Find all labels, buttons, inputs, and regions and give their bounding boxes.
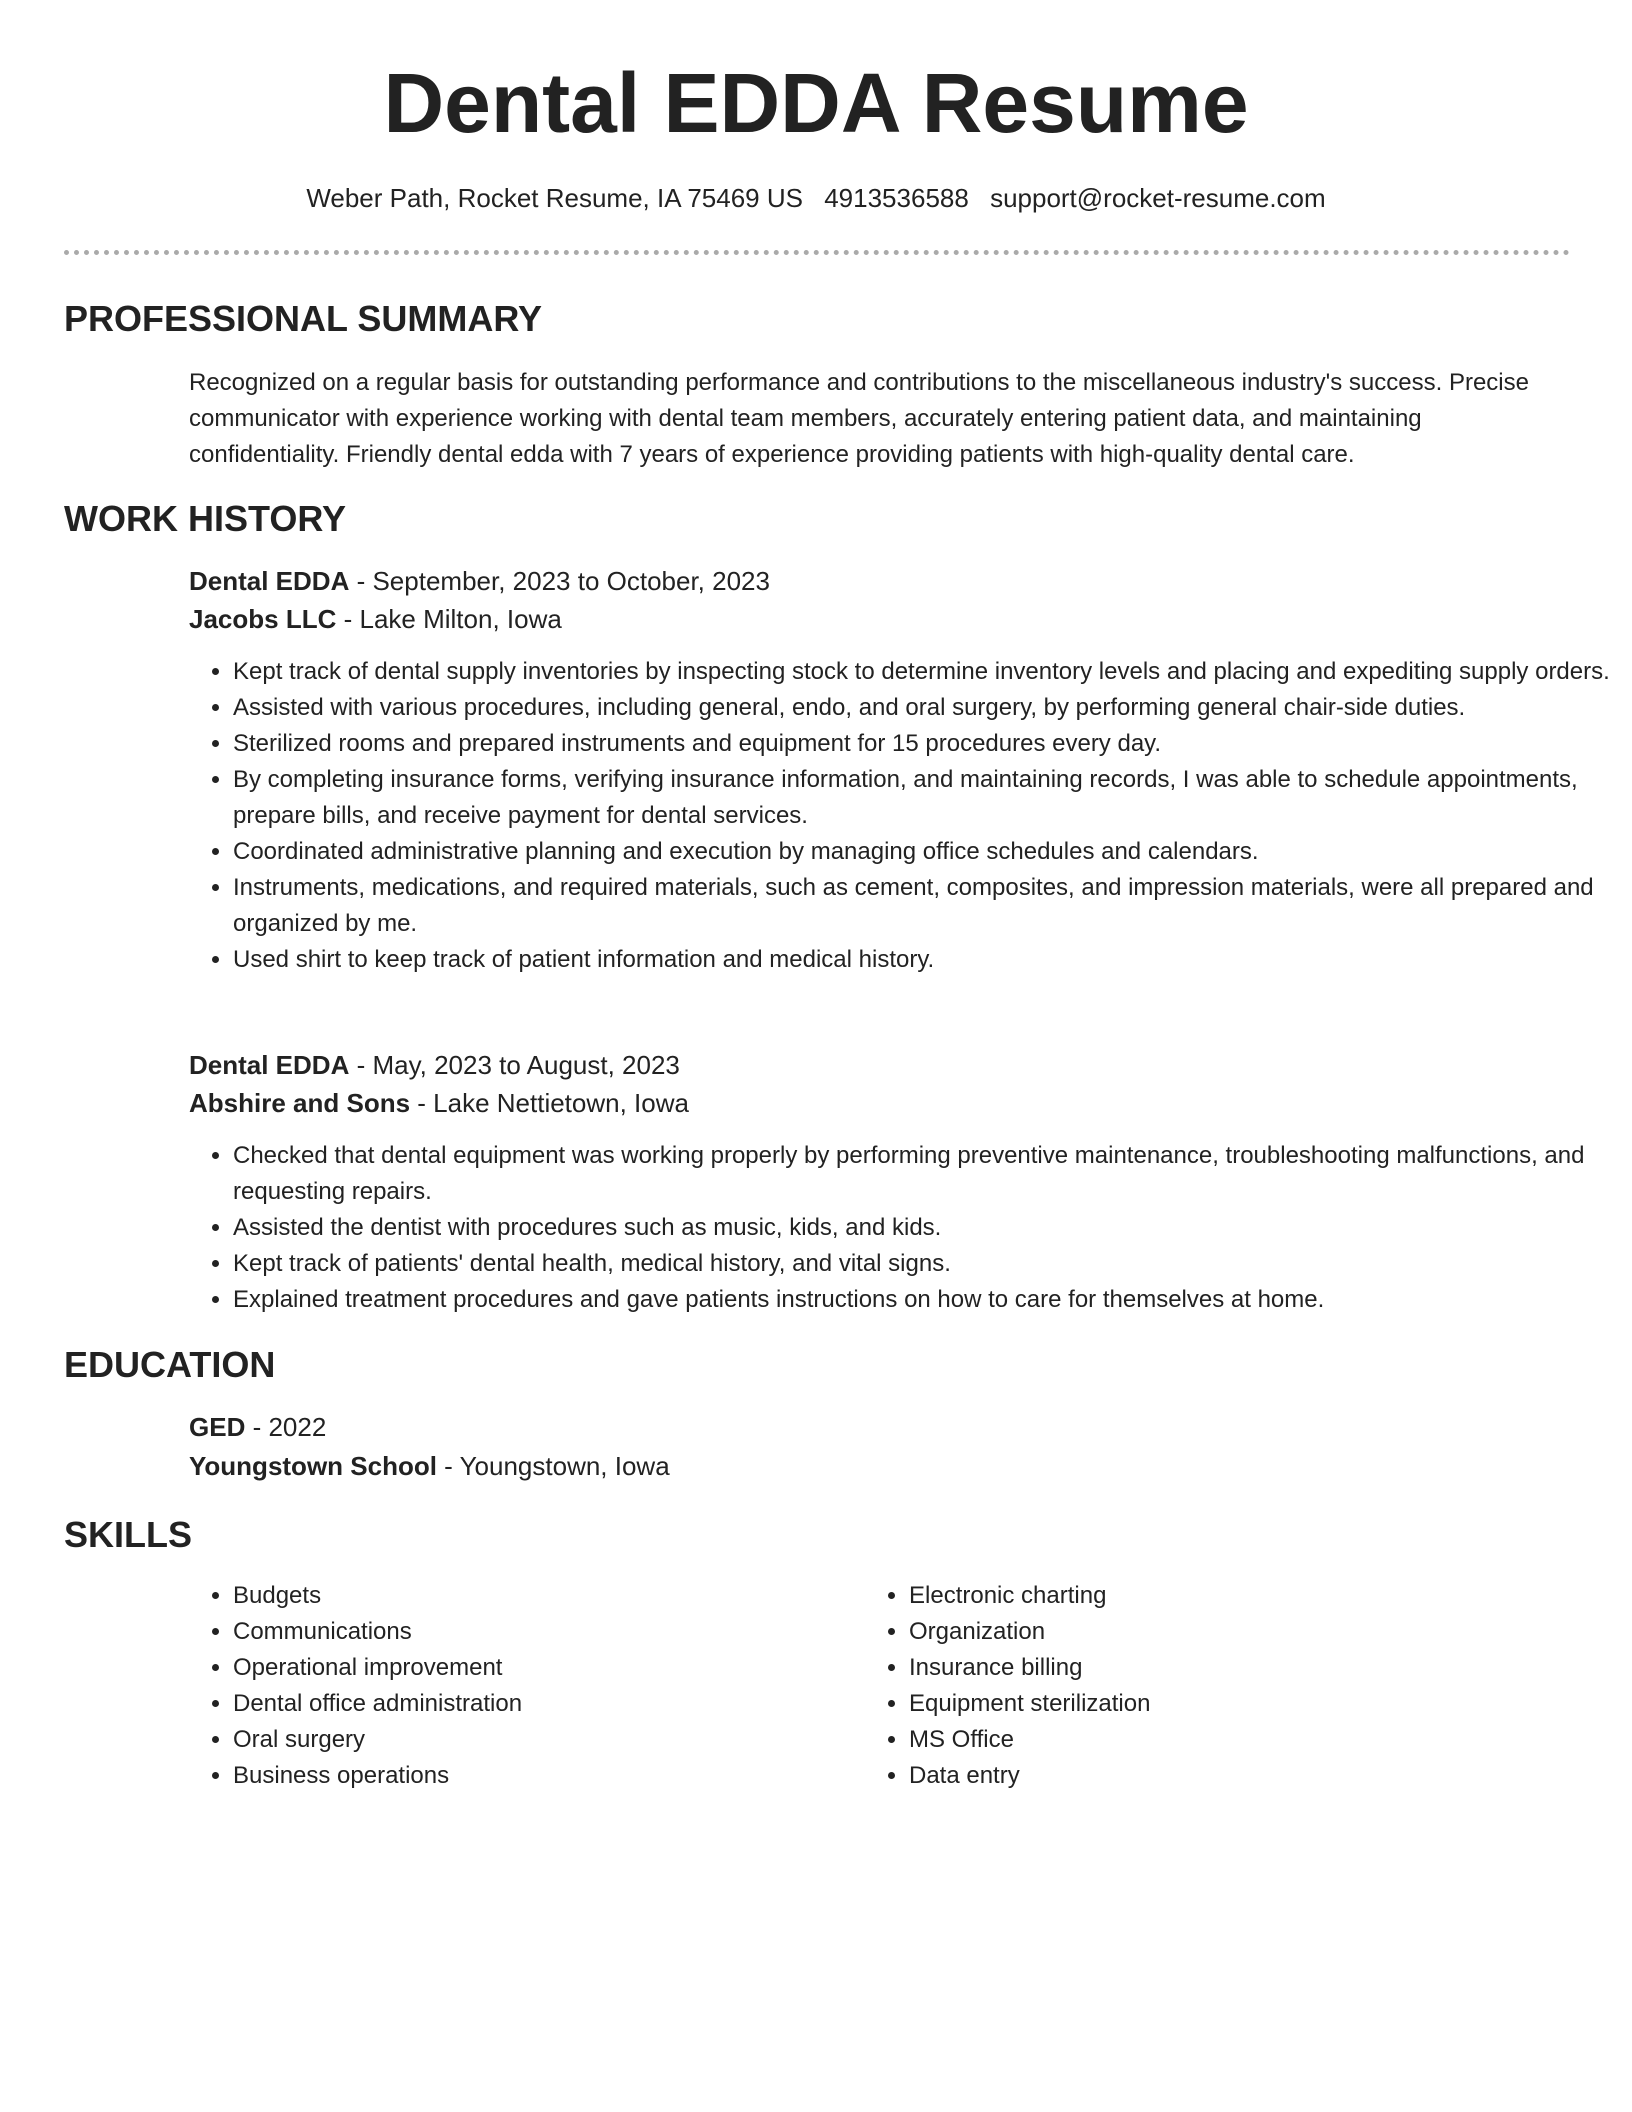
job-1-bullets bbox=[189, 654, 1613, 978]
contact-email: support@rocket-resume.com bbox=[990, 183, 1326, 213]
job-2-title-line bbox=[189, 1046, 680, 1084]
job-2-bullets bbox=[189, 1138, 1613, 1318]
work-history-heading: WORK HISTORY bbox=[64, 498, 347, 539]
contact-line bbox=[0, 178, 1632, 218]
job-1-title-line bbox=[189, 562, 770, 600]
job-2-dates: - May, 2023 to August, 2023 bbox=[349, 1050, 680, 1080]
education-school: Youngstown School bbox=[189, 1451, 437, 1481]
job-1-bullet: • Kept track of dental supply inventories by inspecting stock to determine inventory levels and placing and expediting supply orders. bbox=[233, 654, 1613, 690]
summary-text: Recognized on a regular basis for outstanding performance and contributions to the miscellaneous industry's success. Precise communicator with experience working with dental team members, accurately entering patient data, and maintaining confidentiality. Friendly dental edda with 7 years of experience providing patients with high-quality dental care. bbox=[189, 369, 1529, 468]
skills-heading: SKILLS bbox=[64, 1514, 193, 1555]
education-year: - 2022 bbox=[245, 1412, 327, 1442]
education-heading: EDUCATION bbox=[64, 1344, 276, 1385]
job-1-dates: - September, 2023 to October, 2023 bbox=[349, 566, 770, 596]
skill-item: • Budgets bbox=[233, 1578, 863, 1614]
contact-address: Weber Path, Rocket Resume, IA 75469 US bbox=[306, 183, 803, 213]
summary-heading: PROFESSIONAL SUMMARY bbox=[64, 298, 543, 339]
contact-phone: 4913536588 bbox=[824, 183, 969, 213]
job-2-company-line bbox=[189, 1084, 689, 1122]
skills-list-right bbox=[865, 1578, 1609, 1794]
job-1-bullet: • By completing insurance forms, verifying insurance information, and maintaining records, I was able to schedule appointments, prepare bills, and receive payment for dental services. bbox=[233, 762, 1613, 834]
job-2-title: Dental EDDA bbox=[189, 1050, 350, 1080]
job-2-bullet: • Kept track of patients' dental health, medical history, and vital signs. bbox=[233, 1246, 1613, 1282]
skill-item: • Insurance billing bbox=[909, 1650, 1609, 1686]
education-degree: GED bbox=[189, 1412, 246, 1442]
job-1-bullet: • Used shirt to keep track of patient information and medical history. bbox=[233, 942, 1613, 978]
skill-item: • Oral surgery bbox=[233, 1722, 863, 1758]
skill-item: • Dental office administration bbox=[233, 1686, 863, 1722]
job-1-company: Jacobs LLC bbox=[189, 604, 337, 634]
job-1-bullet: • Coordinated administrative planning and execution by managing office schedules and calendars. bbox=[233, 834, 1613, 870]
job-2-company: Abshire and Sons bbox=[189, 1088, 411, 1118]
job-2-bullet: • Checked that dental equipment was working properly by performing preventive maintenance, troubleshooting malfunctions, and requesting repairs. bbox=[233, 1138, 1613, 1210]
education-location: - Youngstown, Iowa bbox=[436, 1451, 670, 1481]
job-1-title: Dental EDDA bbox=[189, 566, 350, 596]
education-degree-line bbox=[189, 1408, 326, 1446]
skill-item: • Equipment sterilization bbox=[909, 1686, 1609, 1722]
job-2-location: - Lake Nettietown, Iowa bbox=[410, 1088, 689, 1118]
header-divider bbox=[64, 250, 1570, 255]
skill-item: • MS Office bbox=[909, 1722, 1609, 1758]
skill-item: • Operational improvement bbox=[233, 1650, 863, 1686]
resume-title: Dental EDDA Resume bbox=[383, 56, 1249, 150]
skill-item: • Business operations bbox=[233, 1758, 863, 1794]
skill-item: • Organization bbox=[909, 1614, 1609, 1650]
job-1-bullet: • Assisted with various procedures, including general, endo, and oral surgery, by performing general chair-side duties. bbox=[233, 690, 1613, 726]
education-school-line bbox=[189, 1447, 670, 1485]
skill-item: • Data entry bbox=[909, 1758, 1609, 1794]
job-1-location: - Lake Milton, Iowa bbox=[336, 604, 562, 634]
job-1-company-line bbox=[189, 600, 562, 638]
skills-list-left bbox=[189, 1578, 863, 1794]
skill-item: • Electronic charting bbox=[909, 1578, 1609, 1614]
job-1-bullet: • Instruments, medications, and required materials, such as cement, composites, and impression materials, were all prepared and organized by me. bbox=[233, 870, 1613, 942]
job-1-bullet: • Sterilized rooms and prepared instruments and equipment for 15 procedures every day. bbox=[233, 726, 1613, 762]
job-2-bullet: • Assisted the dentist with procedures such as music, kids, and kids. bbox=[233, 1210, 1613, 1246]
job-2-bullet: • Explained treatment procedures and gave patients instructions on how to care for themselves at home. bbox=[233, 1282, 1613, 1318]
skill-item: • Communications bbox=[233, 1614, 863, 1650]
